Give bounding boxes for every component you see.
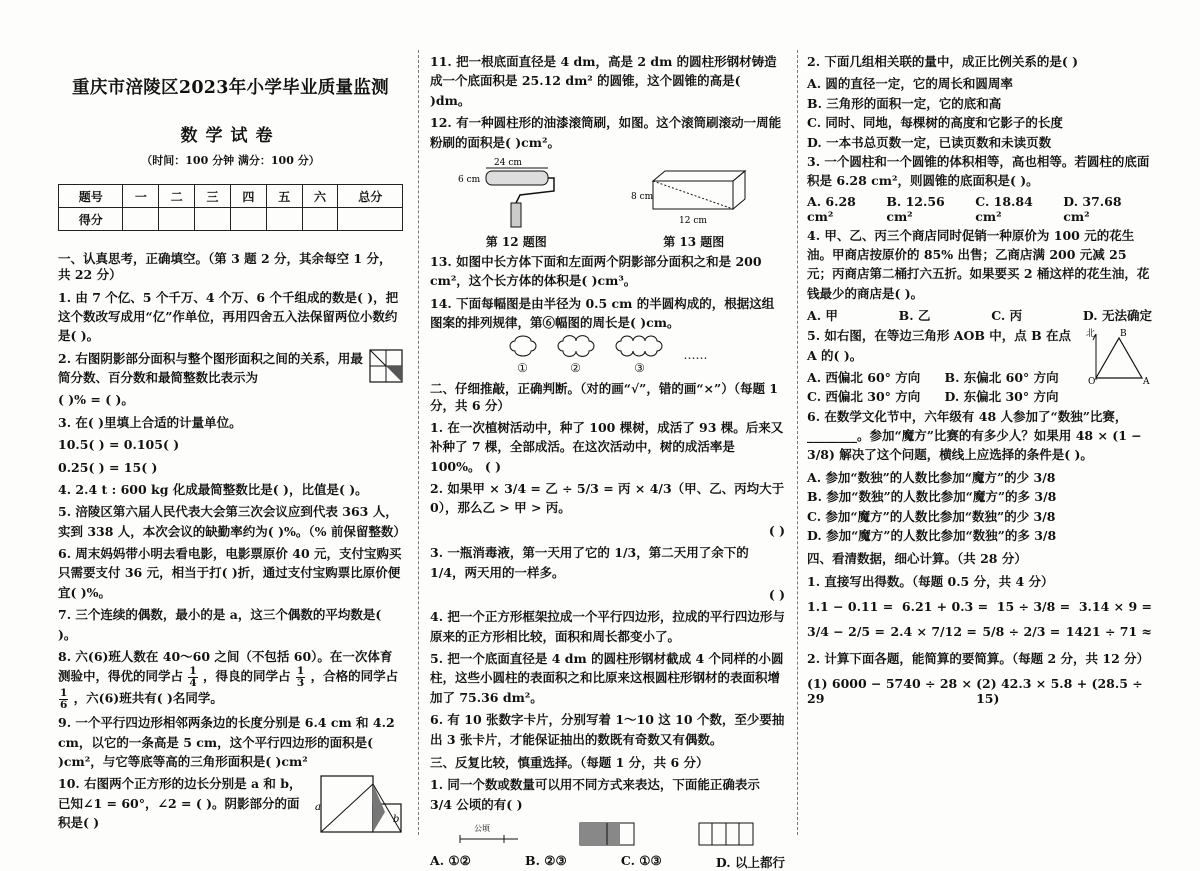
question-11: 11. 把一根底面直径是 4 dm，高是 2 dm 的圆柱形钢材铸造成一个底面积是 25.12 dm² 的圆锥，这个圆锥的高是( )dm。 <box>430 54 777 108</box>
question-3: 3. 在( )里填上合适的计量单位。 <box>58 414 242 430</box>
score-input-cell[interactable] <box>123 208 159 231</box>
calc-item: 6.21 + 0.3 = <box>901 598 989 614</box>
cloud-figure-1 <box>508 335 538 357</box>
question-8-text-a: 8. 六(6)班人数在 40～60 之间（不包括 60）。在一次体育测验中，得优的同学占 <box>58 648 393 684</box>
cloud-figure-2 <box>556 335 596 357</box>
option-b[interactable]: B. 12.56 cm² <box>886 193 945 224</box>
cloud-pattern-row <box>430 335 785 375</box>
pattern-label: ② <box>570 361 581 376</box>
choice-5-options <box>807 368 1082 407</box>
question-8 <box>58 647 403 710</box>
calc-item: 5/8 ÷ 2/3 = <box>982 623 1061 639</box>
figure-13-caption: 第 13 题图 <box>663 234 725 249</box>
section-4-q1: 1. 直接写出得数。（每题 0.5 分，共 4 分） <box>807 573 1054 589</box>
option-a[interactable]: A. 参加“数独”的人数比参加“魔方”的少 3/8 <box>807 469 1056 485</box>
fraction-1-4: $\frac{1}{4}$ <box>189 665 197 689</box>
score-input-cell[interactable] <box>302 208 338 231</box>
question-3b: 0.25( ) = 15( ) <box>58 459 158 475</box>
judge-6: 6. 有 10 张数字卡片，分别写着 1～10 这 10 个数，至少要抽出 3 张卡片，才能保证抽出的数既有奇数又有偶数。 <box>430 712 785 747</box>
section-1-heading: 一、认真思考，正确填空。（第 3 题 2 分，其余每空 1 分，共 22 分） <box>58 251 392 283</box>
calc-row-1 <box>807 599 1152 614</box>
judge-1: 1. 在一次植树活动中，种了 100 棵树，成活了 93 棵。后来又补种了 7 棵，全部成活。在这次活动中，树的成活率是 100%。 ( ) <box>430 419 784 474</box>
option-d[interactable]: D. 以上都行 <box>715 854 785 870</box>
choice-5: 5. 如右图，在等边三角形 AOB 中，点 B 在点 A 的( )。 <box>807 328 1072 363</box>
option-d[interactable]: D. 参加“魔方”的人数比参加“数独”的多 3/8 <box>807 527 1057 543</box>
option-c[interactable]: C. 西偏北 30° 方向 <box>807 389 921 405</box>
option-a[interactable]: A. 圆的直径一定，它的周长和圆周率 <box>807 76 1013 92</box>
option-c[interactable]: C. 同时、同地，每棵树的高度和它影子的长度 <box>807 115 1063 131</box>
column-2 <box>430 52 785 870</box>
calc-item: 3/4 − 2/5 = <box>807 623 885 639</box>
grid-figure-2 <box>572 817 642 851</box>
svg-text:a: a <box>315 802 321 814</box>
option-a[interactable]: A. ①② <box>430 852 471 868</box>
column-divider <box>797 50 798 835</box>
question-2-blanks: ( )% = ( )。 <box>58 392 134 408</box>
option-c[interactable]: C. ①③ <box>620 852 662 868</box>
question-12: 12. 有一种圆柱形的油漆滚筒刷，如图。这个滚筒刷滚动一周能粉刷的面积是( )cm²。 <box>430 115 782 150</box>
option-b[interactable]: B. 乙 <box>898 308 931 324</box>
judge-2-paren[interactable]: ( ) <box>768 522 785 538</box>
section-2-heading: 二、仔细推敲，正确判断。（对的画“√”，错的画“×”）（每题 1 分，共 6 分） <box>430 381 778 413</box>
figure-13 <box>629 167 759 250</box>
option-a[interactable]: A. 甲 <box>807 308 838 324</box>
score-cell: 一 <box>123 185 159 208</box>
score-input-cell[interactable] <box>195 208 231 231</box>
fraction-1-3: $\frac{1}{3}$ <box>296 665 305 689</box>
choice-4: 4. 甲、乙、丙三个商店同时促销一种原价为 100 元的花生油。甲商店按原价的 85% 出售；乙商店满 200 元减 25 元；丙商店第二桶打六五折。如果要买 2 桶这样的花生油，花钱最少的商店是( )。 <box>807 227 1150 301</box>
choice-3-options <box>807 194 1152 224</box>
roller-diameter-label: 6 cm <box>458 174 481 185</box>
score-input-cell[interactable] <box>159 208 195 231</box>
cuboid-height-label: 8 cm <box>630 191 653 202</box>
judge-2: 2. 如果甲 × 3/4 = 乙 ÷ 5/3 = 丙 × 4/3（甲、乙、丙均大于 0），那么乙 > 甲 > 丙。 <box>430 481 785 516</box>
column-divider <box>418 50 419 835</box>
choice-4-options <box>807 306 1152 324</box>
section-3-heading: 三、反复比较，慎重选择。（每题 1 分，共 6 分） <box>430 754 709 770</box>
score-input-cell[interactable] <box>338 208 403 231</box>
question-9: 9. 一个平行四边形相邻两条边的长度分别是 6.4 cm 和 4.2 cm，以它的一条高是 5 cm，这个平行四边形的面积是( )cm²，与它等底等高的三角形面积是( )cm² <box>58 715 395 769</box>
shaded-square-figure <box>369 349 403 383</box>
option-b[interactable]: B. 三角形的面积一定，它的底和高 <box>807 95 1002 111</box>
question-14: 14. 下面每幅图是由半径为 0.5 cm 的半圆构成的，根据这组图案的排列规律，第⑥幅图的周长是( )cm。 <box>430 295 775 330</box>
choice-1-figures <box>430 817 785 851</box>
option-c[interactable]: C. 参加“魔方”的人数比参加“数独”的少 3/8 <box>807 508 1056 524</box>
question-8-text-c: ，合格的同学占 <box>310 668 399 684</box>
calc-item: 1421 ÷ 71 ≈ <box>1065 623 1152 639</box>
score-input-row <box>59 208 403 231</box>
option-c[interactable]: C. 丙 <box>991 308 1023 324</box>
option-c[interactable]: C. 18.84 cm² <box>975 193 1033 224</box>
question-6: 6. 周末妈妈带小明去看电影，电影票原价 40 元，支付宝购买只需要支付 36 元，相当于打( )折，通过支付宝购票比原价便宜( )%。 <box>58 546 402 600</box>
calc-row-3 <box>807 676 1152 706</box>
score-input-cell[interactable] <box>230 208 266 231</box>
option-b[interactable]: B. ②③ <box>525 852 567 868</box>
question-1: 1. 由 7 个亿、5 个千万、4 个万、6 个千组成的数是( )，把这个数改写成用“亿”作单位，再用四舍五入法保留两位小数约是( )。 <box>58 289 399 344</box>
grid-figure-3 <box>691 817 761 851</box>
option-d[interactable]: D. 东偏北 30° 方向 <box>944 389 1059 405</box>
calc-item: 1.1 − 0.11 = <box>807 598 894 614</box>
judge-3: 3. 一瓶消毒液，第一天用了它的 1/3，第二天用了余下的 1/4，两天用的一样多。 <box>430 545 749 580</box>
point-b-label: B <box>1120 329 1127 340</box>
option-a[interactable]: A. 6.28 cm² <box>807 193 856 224</box>
score-input-cell[interactable] <box>266 208 302 231</box>
option-d[interactable]: D. 37.68 cm² <box>1063 193 1122 224</box>
section-4-q2: 2. 计算下面各题，能简算的要简算。（每题 2 分，共 12 分） <box>807 650 1150 666</box>
section-4-heading: 四、看清数据，细心计算。（共 28 分） <box>807 551 1027 567</box>
calc-item: (2) 42.3 × 5.8 + (28.5 ÷ 15) <box>976 676 1143 707</box>
calc-item: (1) 6000 − 5740 ÷ 28 × 29 <box>807 676 973 707</box>
score-cell: 五 <box>266 185 302 208</box>
calc-item: 2.4 × 7/12 = <box>890 623 977 639</box>
paint-roller-figure <box>456 155 576 229</box>
triangle-aob-figure <box>1086 326 1152 386</box>
question-4: 4. 2.4 t : 600 kg 化成最简整数比是( )，比值是( )。 <box>58 481 368 497</box>
point-o-label: O <box>1088 377 1096 388</box>
option-a[interactable]: A. 西偏北 60° 方向 <box>807 369 921 385</box>
judge-3-paren[interactable]: ( ) <box>768 586 785 602</box>
score-header-row <box>59 185 403 208</box>
judge-5: 5. 把一个底面直径是 4 dm 的圆柱形钢材截成 4 个同样的小圆柱，这些小圆柱的表面积之和比原来这根圆柱形钢材的表面积增加了 75.36 dm²。 <box>430 651 784 705</box>
cuboid-length-label: 12 cm <box>678 215 707 226</box>
exam-title: 重庆市涪陵区2023年小学毕业质量监测 <box>72 78 389 98</box>
question-13: 13. 如图中长方体下面和左面两个阴影部分面积之和是 200 cm²，这个长方体的体积是( )cm³。 <box>430 253 762 289</box>
choice-1: 1. 同一个数或数量可以用不同方式来表达，下面能正确表示 3/4 公顷的有( ) <box>430 777 760 812</box>
two-squares-figure <box>315 774 403 838</box>
cloud-figure-3 <box>614 335 666 357</box>
number-line-figure <box>454 817 524 851</box>
option-d[interactable]: D. 一本书总页数一定，已读页数和未读页数 <box>807 134 1052 150</box>
column-1 <box>58 52 406 837</box>
figure-12 <box>456 155 576 250</box>
option-b[interactable]: B. 参加“数独”的人数比参加“魔方”的多 3/8 <box>807 489 1057 505</box>
calc-item: 3.14 × 9 = <box>1078 598 1152 614</box>
pattern-label: ① <box>517 361 528 376</box>
pattern-label: ③ <box>634 361 645 376</box>
choice-3: 3. 一个圆柱和一个圆锥的体积相等，高也相等。若圆柱的底面积是 6.28 cm²，则圆锥的底面积是( )。 <box>807 153 1150 189</box>
pattern-ellipsis: …… <box>683 348 708 363</box>
score-cell: 三 <box>195 185 231 208</box>
score-table <box>58 184 403 231</box>
score-cell: 题号 <box>59 185 123 208</box>
calc-item: 15 ÷ 3/8 = <box>996 598 1071 614</box>
fraction-1-6: $\frac{1}{6}$ <box>60 687 68 711</box>
option-b[interactable]: B. 东偏北 60° 方向 <box>944 369 1059 385</box>
figure-12-caption: 第 12 题图 <box>485 234 547 249</box>
question-2: 2. 右图阴影部分面积与整个图形面积之间的关系，用最简分数、百分数和最简整数比表示为 <box>58 350 363 385</box>
svg-text:b: b <box>393 814 400 826</box>
exam-time: （时间：100 分钟 满分：100 分） <box>141 154 320 167</box>
point-a-label: A <box>1143 377 1150 388</box>
exam-subtitle: 数学试卷 <box>180 126 281 146</box>
score-cell: 二 <box>159 185 195 208</box>
score-cell: 四 <box>230 185 266 208</box>
choice-1-options <box>430 853 785 871</box>
question-5: 5. 涪陵区第六届人民代表大会第三次会议应到代表 363 人，实到 338 人，本次会议的缺勤率约为( )%。（% 前保留整数） <box>58 504 406 539</box>
choice-2: 2. 下面几组相关联的量中，成正比例关系的是( ) <box>807 54 1079 69</box>
question-10: 10. 右图两个正方形的边长分别是 a 和 b，已知∠1 = 60°，∠2 = ( )。阴影部分的面积是( ) <box>58 776 302 831</box>
roller-length-label: 24 cm <box>494 157 523 168</box>
question-7: 7. 三个连续的偶数，最小的是 a，这三个偶数的平均数是( )。 <box>58 607 382 642</box>
question-3a: 10.5( ) = 0.105( ) <box>58 437 180 453</box>
question-8-text-b: ，得良的同学占 <box>203 668 291 684</box>
north-label: 北 <box>1086 329 1096 340</box>
option-d[interactable]: D. 无法确定 <box>1082 308 1152 324</box>
score-cell: 六 <box>302 185 338 208</box>
column-3 <box>807 52 1152 837</box>
score-cell: 总分 <box>338 185 403 208</box>
unit-label: 公顷 <box>474 823 491 833</box>
calc-row-2 <box>807 624 1152 639</box>
score-cell: 得分 <box>59 208 123 231</box>
question-8-text-d: ，六(6)班共有( )名同学。 <box>73 690 223 706</box>
choice-6: 6. 在数学文化节中，六年级有 48 人参加了“数独”比赛，________。参加“魔方”比赛的有多少人？如果用 48 × (1 − 3/8) 解决了这个问题，横线上应选择的条件是( )。 <box>807 408 1142 463</box>
cuboid-figure <box>629 167 759 229</box>
judge-4: 4. 把一个正方形框架拉成一个平行四边形，拉成的平行四边形与原来的正方形相比较，面积和周长都变小了。 <box>430 609 785 644</box>
